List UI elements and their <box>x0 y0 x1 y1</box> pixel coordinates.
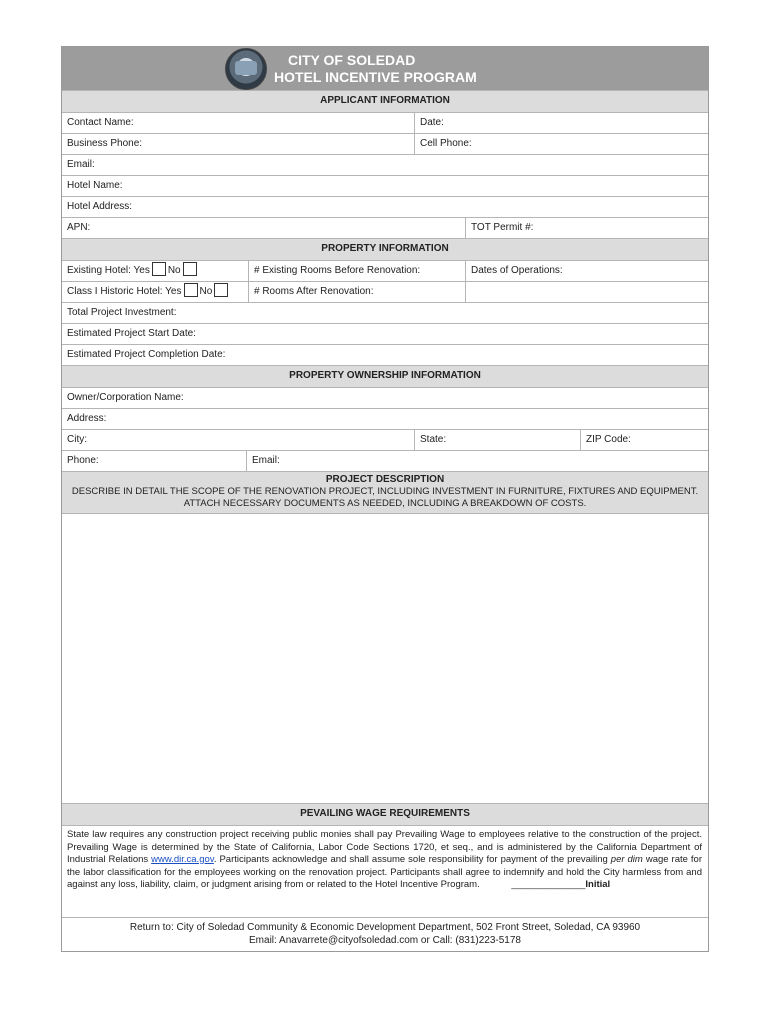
owner-phone-field[interactable]: Phone: <box>67 455 99 466</box>
project-description-textarea[interactable] <box>62 513 708 803</box>
business-phone-field[interactable]: Business Phone: <box>67 138 143 149</box>
historic-hotel-yes-checkbox[interactable] <box>184 283 198 297</box>
completion-date-field[interactable]: Estimated Project Completion Date: <box>67 349 226 360</box>
owner-name-field[interactable]: Owner/Corporation Name: <box>67 392 184 403</box>
historic-hotel-no-checkbox[interactable] <box>214 283 228 297</box>
existing-hotel-yes-checkbox[interactable] <box>152 262 166 276</box>
city-field[interactable]: City: <box>67 434 87 445</box>
section-ownership-heading: PROPERTY OWNERSHIP INFORMATION <box>62 365 708 387</box>
contact-name-field[interactable]: Contact Name: <box>67 117 134 128</box>
total-investment-field[interactable]: Total Project Investment: <box>67 307 177 318</box>
cell-phone-field[interactable]: Cell Phone: <box>414 134 708 154</box>
section-project-heading <box>62 471 708 513</box>
hotel-incentive-form <box>61 46 709 952</box>
initial-blank[interactable]: ______________ <box>511 879 586 890</box>
historic-hotel-field <box>62 282 248 302</box>
title-city: CITY OF SOLEDAD <box>288 52 416 68</box>
initial-label: Initial <box>585 879 611 890</box>
zip-field[interactable]: ZIP Code: <box>580 430 708 450</box>
return-contact: Email: Anavarrete@cityofsoledad.com or Call: (831)223-5178 <box>249 934 521 946</box>
start-date-field[interactable]: Estimated Project Start Date: <box>67 328 196 339</box>
existing-hotel-no-label: No <box>167 265 181 276</box>
return-address: Return to: City of Soledad Community & Economic Development Department, 502 Front Street, Soledad, CA 93960 <box>129 922 641 933</box>
hotel-address-field[interactable]: Hotel Address: <box>67 201 133 212</box>
project-description-title: PROJECT DESCRIPTION <box>325 474 445 485</box>
apn-field[interactable]: APN: <box>67 222 91 233</box>
hotel-name-field[interactable]: Hotel Name: <box>67 180 123 191</box>
email-field[interactable]: Email: <box>67 159 95 170</box>
section-applicant-heading: APPLICANT INFORMATION <box>62 90 708 112</box>
tot-permit-field[interactable]: TOT Permit #: <box>465 218 708 238</box>
dates-of-operations-field[interactable]: Dates of Operations: <box>465 261 708 281</box>
title-program: HOTEL INCENTIVE PROGRAM <box>274 69 477 85</box>
dates-of-operations-value[interactable] <box>465 282 708 302</box>
existing-rooms-field[interactable]: # Existing Rooms Before Renovation: <box>248 261 465 281</box>
project-instructions-1: DESCRIBE IN DETAIL THE SCOPE OF THE RENOVATION PROJECT, INCLUDING INVESTMENT IN FURNITURE, FIXTURES AND EQUIPMENT. <box>71 486 699 497</box>
city-seal-logo <box>225 48 267 90</box>
wage-text-part1: State law requires any construction project receiving public monies shall pay Prevailing Wage to employees relative to the construction of the project. Prevailing Wage is determined by the State of California, Labor Code Sections 1720, et seq., and is administered by the California Department of Industrial Relations <box>67 829 702 865</box>
form-title <box>274 52 477 86</box>
state-field[interactable]: State: <box>414 430 580 450</box>
form-header <box>62 47 708 90</box>
wage-requirements-text <box>62 825 708 917</box>
existing-hotel-label: Existing Hotel: Yes <box>67 265 150 276</box>
wage-text-part3: wage rate for the labor classification for the employees working on the renovation project. Participants shall agree to indemnify and hold the City harmless from and against any loss, liability, claim, or judgment arising from or related to the Hotel Incentive Program. <box>67 854 702 890</box>
wage-text-part2: . Participants acknowledge and shall assume sole responsibility for payment of the prevailing <box>213 854 611 865</box>
wage-italic: per dim <box>610 854 643 865</box>
date-field[interactable]: Date: <box>414 113 708 133</box>
owner-address-field[interactable]: Address: <box>67 413 107 424</box>
section-wage-heading: PEVAILING WAGE REQUIREMENTS <box>62 803 708 825</box>
project-instructions-2: ATTACH NECESSARY DOCUMENTS AS NEEDED, INCLUDING A BREAKDOWN OF COSTS. <box>183 498 587 509</box>
existing-hotel-no-checkbox[interactable] <box>183 262 197 276</box>
rooms-after-field[interactable]: # Rooms After Renovation: <box>248 282 465 302</box>
owner-email-field[interactable]: Email: <box>246 451 708 471</box>
existing-hotel-field <box>62 261 248 281</box>
historic-hotel-label: Class I Historic Hotel: Yes <box>67 286 182 297</box>
dir-link[interactable]: www.dir.ca.gov <box>151 854 214 865</box>
historic-hotel-no-label: No <box>199 286 213 297</box>
section-property-heading: PROPERTY INFORMATION <box>62 238 708 260</box>
return-info <box>62 917 708 951</box>
